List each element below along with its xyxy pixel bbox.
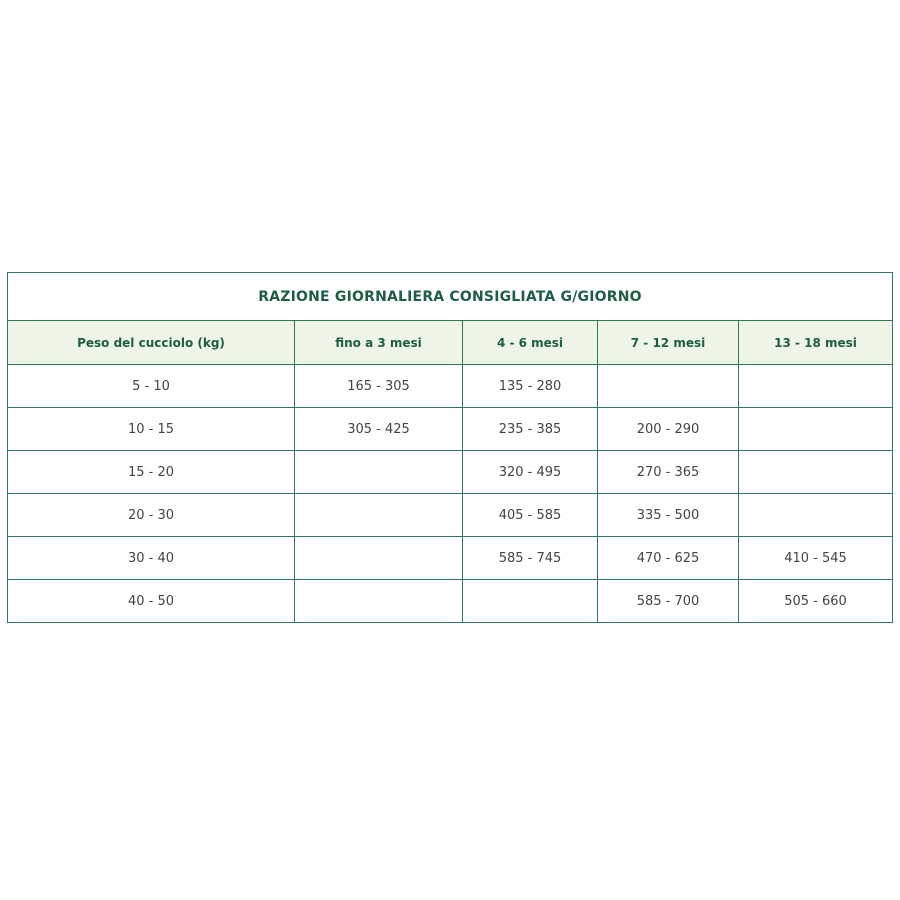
table-cell: 15 - 20: [8, 451, 295, 494]
table-cell: [598, 365, 739, 408]
column-header-7-12-months: 7 - 12 mesi: [598, 321, 739, 365]
table-header-row: [8, 321, 893, 365]
table-cell: 585 - 700: [598, 580, 739, 623]
table-cell: [295, 494, 463, 537]
table-cell: [739, 408, 893, 451]
table-cell: 305 - 425: [295, 408, 463, 451]
table-cell: [463, 580, 598, 623]
table-cell: 405 - 585: [463, 494, 598, 537]
table-cell: 470 - 625: [598, 537, 739, 580]
table-cell: 165 - 305: [295, 365, 463, 408]
table-row: [8, 537, 893, 580]
table-title: RAZIONE GIORNALIERA CONSIGLIATA G/GIORNO: [8, 273, 893, 321]
table-cell: 30 - 40: [8, 537, 295, 580]
table-cell: 235 - 385: [463, 408, 598, 451]
column-header-weight: Peso del cucciolo (kg): [8, 321, 295, 365]
feeding-table: [7, 272, 893, 623]
table-row: [8, 408, 893, 451]
table-title-row: [8, 273, 893, 321]
table-cell: 410 - 545: [739, 537, 893, 580]
column-header-up-to-3-months: fino a 3 mesi: [295, 321, 463, 365]
column-header-4-6-months: 4 - 6 mesi: [463, 321, 598, 365]
table-row: [8, 365, 893, 408]
table-cell: [739, 365, 893, 408]
table-row: [8, 451, 893, 494]
column-header-13-18-months: 13 - 18 mesi: [739, 321, 893, 365]
table-cell: [739, 494, 893, 537]
table-cell: 40 - 50: [8, 580, 295, 623]
table-cell: 585 - 745: [463, 537, 598, 580]
table-cell: [295, 537, 463, 580]
table-row: [8, 580, 893, 623]
table-cell: 20 - 30: [8, 494, 295, 537]
table-cell: 270 - 365: [598, 451, 739, 494]
table-cell: [739, 451, 893, 494]
table-cell: 5 - 10: [8, 365, 295, 408]
table-cell: 335 - 500: [598, 494, 739, 537]
table-row: [8, 494, 893, 537]
table-cell: 10 - 15: [8, 408, 295, 451]
table-cell: 200 - 290: [598, 408, 739, 451]
table-cell: 505 - 660: [739, 580, 893, 623]
table-cell: 320 - 495: [463, 451, 598, 494]
table-cell: [295, 580, 463, 623]
table-cell: [295, 451, 463, 494]
feeding-table-container: [7, 272, 892, 623]
table-cell: 135 - 280: [463, 365, 598, 408]
